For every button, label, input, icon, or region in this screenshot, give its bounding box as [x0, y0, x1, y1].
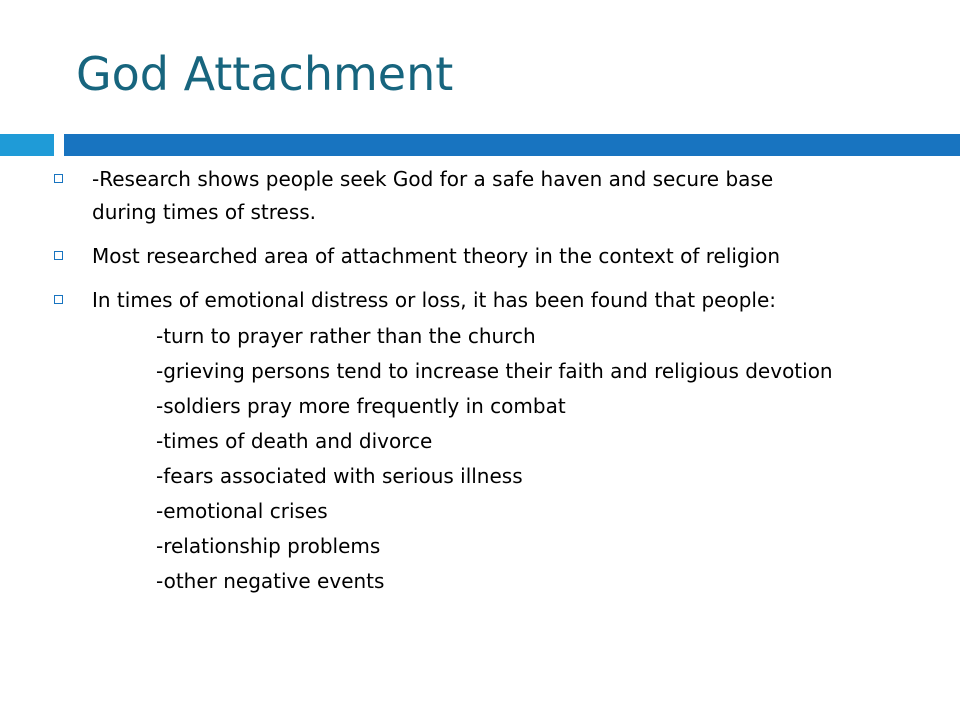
slide-title: God Attachment: [76, 47, 454, 101]
bullet-text: Most researched area of attachment theory in the context of religion: [92, 244, 781, 268]
hollow-square-bullet-icon: [54, 174, 63, 183]
accent-bar-left: [0, 134, 54, 156]
sub-item: -fears associated with serious illness: [156, 464, 523, 488]
bullet-item: [54, 163, 914, 229]
sub-item-list: [156, 319, 856, 599]
bullet-item: [54, 240, 914, 273]
sub-item: -turn to prayer rather than the church: [156, 324, 536, 348]
sub-item: -relationship problems: [156, 534, 381, 558]
bullet-item: [54, 284, 914, 599]
hollow-square-bullet-icon: [54, 295, 63, 304]
sub-item: -times of death and divorce: [156, 429, 433, 453]
sub-item: -soldiers pray more frequently in combat: [156, 394, 566, 418]
bullet-text: In times of emotional distress or loss, it has been found that people:: [92, 288, 776, 312]
bullet-list: [54, 163, 914, 610]
sub-item: -grieving persons tend to increase their faith and religious devotion: [156, 359, 833, 383]
accent-bar-main: [64, 134, 960, 156]
sub-item: -emotional crises: [156, 499, 328, 523]
sub-item: -other negative events: [156, 569, 385, 593]
bullet-text: -Research shows people seek God for a safe haven and secure base during times of stress.: [92, 167, 774, 224]
hollow-square-bullet-icon: [54, 251, 63, 260]
